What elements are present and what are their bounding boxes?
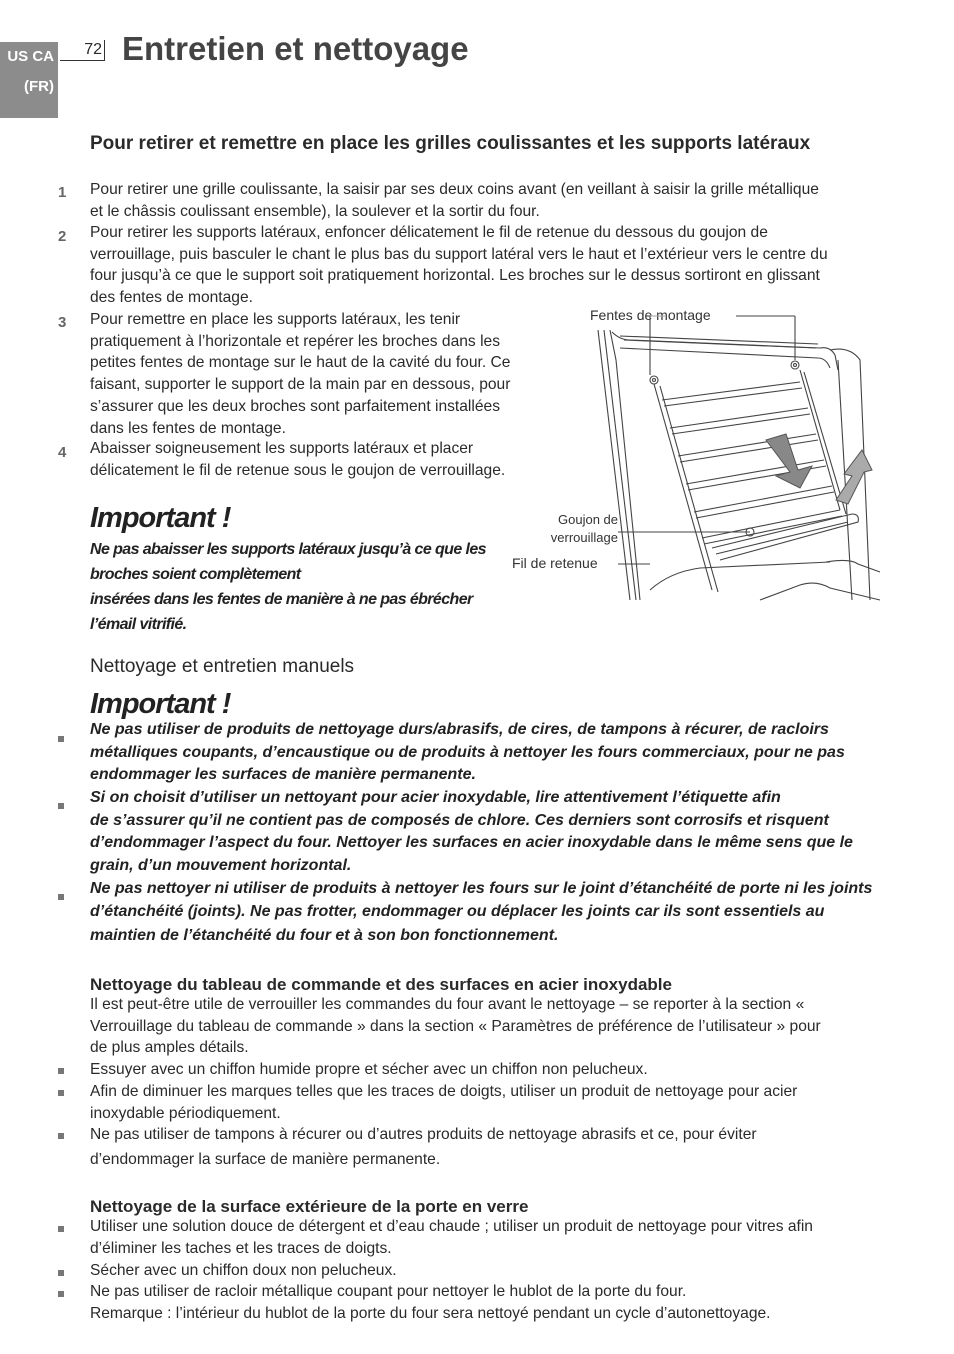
step-number: 3 [58,314,67,331]
important-text [90,537,486,637]
page-title: Entretien et nettoyage [122,30,469,67]
text-line: Pour retirer les supports latéraux, enfoncer délicatement le fil de retenue du dessous du goujon de [90,224,768,241]
section-heading-glass-door: Nettoyage de la surface extérieure de la porte en verre [90,1197,529,1216]
text-line: maintien de l’étanchéité du four et à son bon fonctionnement. [90,927,559,945]
bullet-marker [58,894,64,900]
step-text [90,179,819,222]
bullet-marker [58,1226,64,1232]
text-line: d’endommager l’aspect du four. Nettoyer les surfaces en acier inoxydable dans le même sens que le [90,834,853,852]
important-heading: Important ! [90,688,231,720]
list-item [90,1059,648,1081]
text-line: verrouillage [550,530,618,545]
bullet-marker [58,1133,64,1139]
text-line: Il est peut-être utile de verrouiller les commandes du four avant le nettoyage – se reporter à la section « [90,996,805,1013]
step-number: 4 [58,444,67,461]
text-line: broches soient complètement [90,566,301,583]
text-line: d’étanchéité (joints). Ne pas frotter, endommager ou déplacer les joints car ils sont essentiels au [90,902,825,920]
bullet-marker [58,736,64,742]
bullet-marker [58,1270,64,1276]
text-line: Essuyer avec un chiffon humide propre et sécher avec un chiffon non pelucheux. [90,1061,648,1078]
list-item [90,1260,397,1282]
text-line: d’éliminer les taches et les traces de doigts. [90,1239,392,1257]
text-line: petites fentes de montage sur le haut de la cavité du four. Ce [90,354,511,372]
step-number: 1 [58,184,67,201]
text-line: Afin de diminuer les marques telles que les traces de doigts, utiliser un produit de nettoyage pour acier [90,1083,798,1100]
important-bullet [90,787,853,878]
text-line: Ne pas nettoyer ni utiliser de produits à nettoyer les fours sur le joint d’étanchéité de porte ni les joints [90,880,873,897]
text-line: insérées dans les fentes de manière à ne pas ébrécher [90,591,473,608]
text-line: Remarque : l’intérieur du hublot de la porte du four sera nettoyé pendant un cycle d’autonettoyage. [90,1304,771,1322]
text-line: endommager les surfaces de manière permanente. [90,766,476,784]
text-line: Pour retirer une grille coulissante, la saisir par ses deux coins avant (en veillant à saisir la grille métallique [90,181,819,198]
text-line: l’émail vitrifié. [90,616,187,633]
section-heading-grilles: Pour retirer et remettre en place les grilles coulissantes et les supports latéraux [90,133,811,154]
text-line: Abaisser soigneusement les supports latéraux et placer [90,440,474,457]
important-heading: Important ! [90,502,231,534]
text-line: Ne pas utiliser de tampons à récurer ou d’autres produits de nettoyage abrasifs et ce, pour éviter [90,1126,757,1143]
text-line: Goujon de [558,512,618,527]
bullet-marker [58,803,64,809]
list-item [90,1124,757,1170]
text-line: Si on choisit d’utiliser un nettoyant pour acier inoxydable, lire attentivement l’étiquette afin [90,789,781,806]
step-text [90,222,828,309]
text-line: des fentes de montage. [90,289,253,307]
text-line: d’endommager la surface de manière permanente. [90,1150,441,1168]
text-line: délicatement le fil de retenue sous le goujon de verrouillage. [90,461,506,479]
text-line: et le châssis coulissant ensemble), la soulever et la sortir du four. [90,202,540,220]
text-line: Utiliser une solution douce de détergent et d’eau chaude ; utiliser un produit de nettoyage pour vitres afin [90,1218,813,1235]
list-item [90,1081,797,1124]
text-line: dans les fentes de montage. [90,419,286,437]
text-line: grain, d’un mouvement horizontal. [90,857,352,875]
text-line: métalliques coupants, d’encaustique ou de produits à nettoyer les fours commerciaux, pour ne pas [90,743,845,761]
important-bullet [90,878,872,948]
figure-label-slots: Fentes de montage [590,307,711,323]
text-line: s’assurer que les deux broches sont parfaitement installées [90,397,500,415]
oven-rack-illustration [590,300,890,605]
bullet-marker [58,1291,64,1297]
region-line-1: US CA [7,48,54,65]
text-line: Sécher avec un chiffon doux non pelucheux. [90,1262,397,1279]
text-line: Pour remettre en place les supports latéraux, les tenir [90,311,461,328]
text-line: inoxydable périodiquement. [90,1104,281,1122]
list-item [90,1216,813,1259]
region-line-2: (FR) [24,78,54,95]
figure-label-wire: Fil de retenue [512,555,598,571]
section-intro [90,994,821,1059]
text-line: de plus amples détails. [90,1039,249,1057]
section-heading-manual: Nettoyage et entretien manuels [90,656,355,677]
bullet-marker [58,1068,64,1074]
text-line: de s’assurer qu’il ne contient pas de composés de chlore. Ces derniers sont corrosifs et risquent [90,811,829,829]
step-text [90,309,510,439]
list-item [90,1281,771,1324]
important-bullet [90,719,845,787]
section-heading-control-panel: Nettoyage du tableau de commande et des surfaces en acier inoxydable [90,975,672,994]
text-line: Verrouillage du tableau de commande » dans la section « Paramètres de préférence de l’utilisateur » pour [90,1017,821,1035]
text-line: Ne pas abaisser les supports latéraux jusqu’à ce que les [90,541,486,558]
text-line: Ne pas utiliser de racloir métallique coupant pour nettoyer le hublot de la porte du four. [90,1283,687,1300]
bullet-marker [58,1090,64,1096]
step-number: 2 [58,228,67,245]
text-line: faisant, supporter le support de la main par en dessous, pour [90,376,511,394]
text-line: pratiquement à l’horizontale et repérer les broches dans les [90,332,500,350]
text-line: four jusqu’à ce que le support soit pratiquement horizontal. Les broches sur le dessus sortiront en glissant [90,267,820,285]
text-line: Ne pas utiliser de produits de nettoyage durs/abrasifs, de cires, de tampons à récurer, de racloirs [90,721,829,738]
page-number: 72 [60,40,105,61]
region-tab [0,42,58,118]
step-text [90,438,505,481]
text-line: verrouillage, puis basculer le chant le plus bas du support latéral vers le haut et l’extérieur vers le centre du [90,245,828,263]
